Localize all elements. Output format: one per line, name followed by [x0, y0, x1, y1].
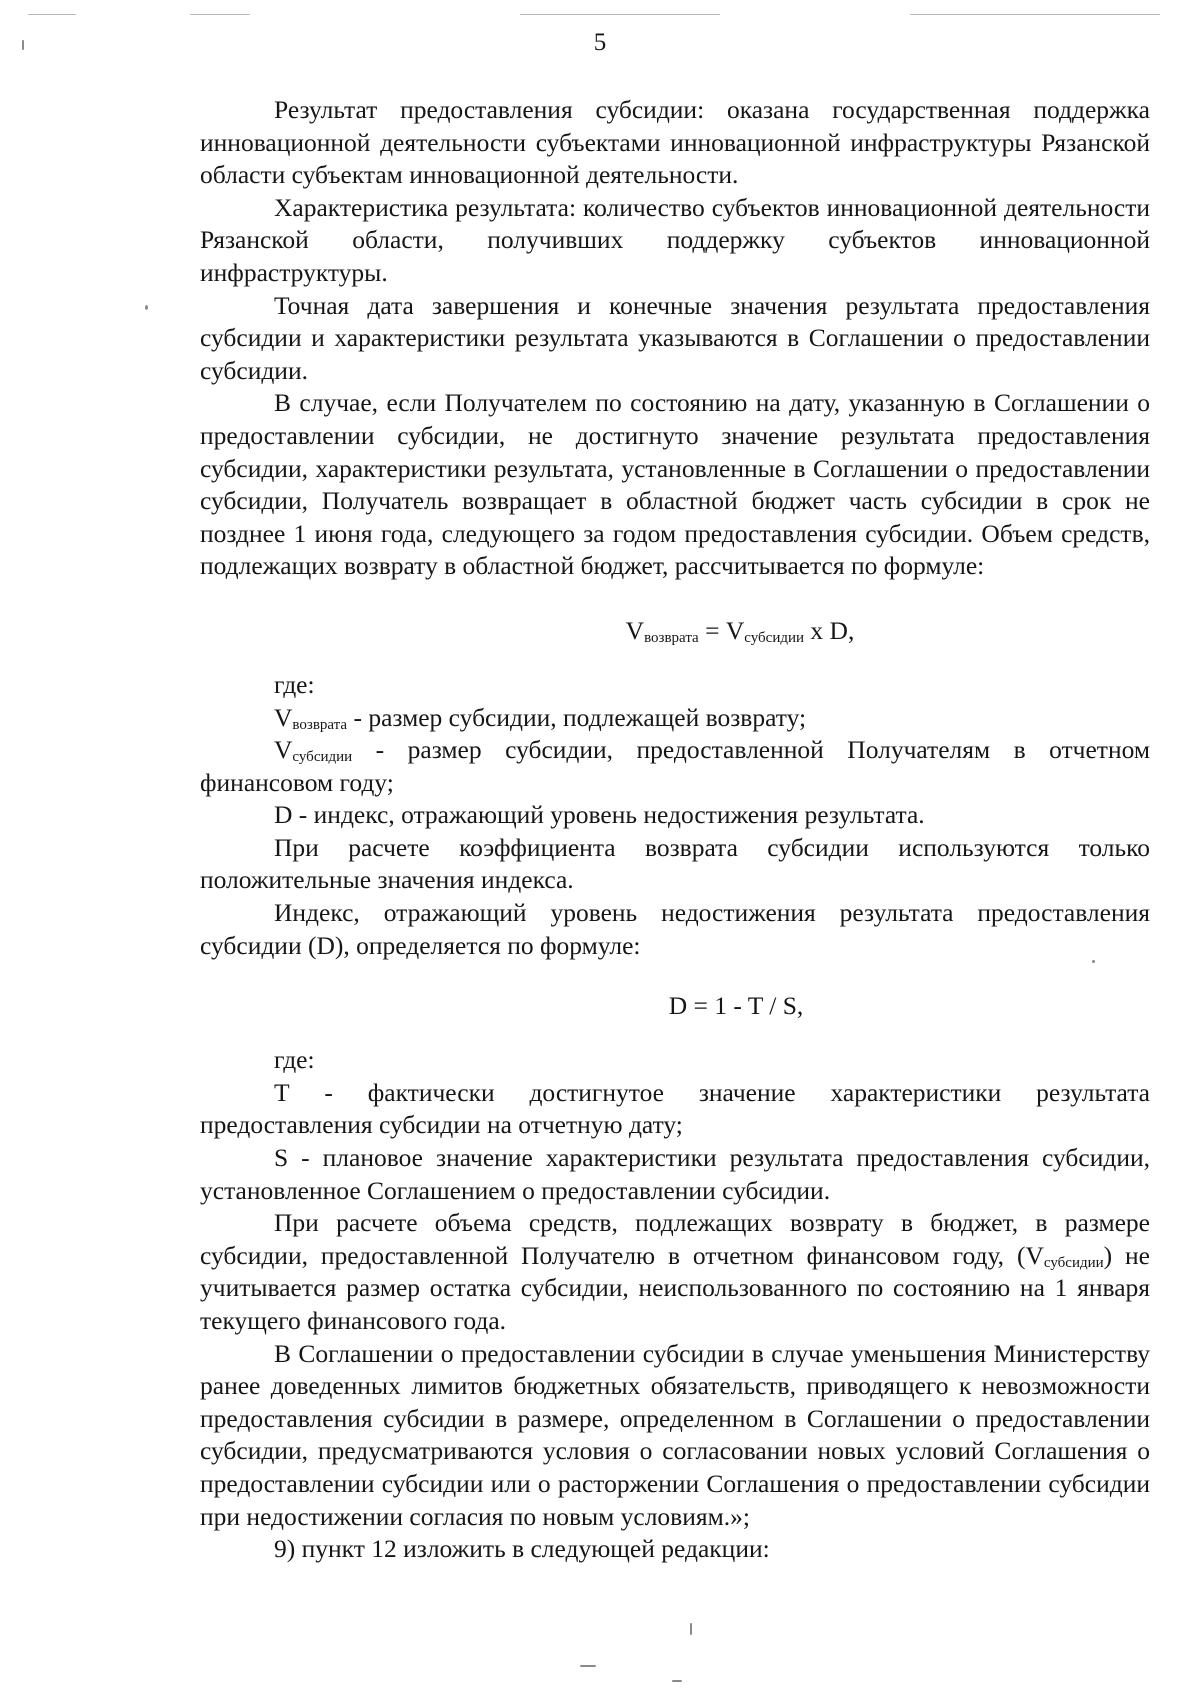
scan-edge-mark	[190, 14, 250, 15]
subscript-return: возврата	[292, 716, 348, 733]
symbol-v: V	[274, 702, 293, 732]
definition-v-subsidy	[200, 734, 1150, 799]
formula-equals: =	[698, 615, 726, 645]
open-paren: (	[1016, 1240, 1026, 1270]
paragraph-agreement-conditions: В Соглашении о предоставлении субсидии в случае уменьшения Министерству ранее доведенных лимитов бюджетных обязательств, приводящего к невозможности предоставления субсидии в размере, определенном в Соглашении о предоставлении субсидии, предусматриваются условия о согласовании новых условий Соглашения о предоставлении субсидии или о расторжении Соглашения о предоставлении субсидии при недостижении согласия по новым условиям.»;	[200, 1338, 1150, 1531]
paragraph-text: ) не учитывается размер остатка субсидии, неиспользованного по состоянию на 1 января текущего финансового года.	[200, 1240, 1151, 1335]
scan-speck	[580, 1665, 596, 1667]
formula-index-d: D = 1 - T / S,	[668, 991, 804, 1021]
paragraph-positive-values: При расчете коэффициента возврата субсидии используются только положительные значения индекса.	[200, 832, 1150, 895]
scan-edge-mark	[910, 14, 1160, 15]
definition-s: S - плановое значение характеристики результата предоставления субсидии, установленное Соглашением о предоставлении субсидии.	[200, 1143, 1150, 1205]
definition-text: - размер субсидии, подлежащей возврату;	[347, 702, 807, 732]
paragraph-result: Результат предоставления субсидии: оказана государственная поддержка инновационной деятельности субъектами инновационной инфраструктуры Рязанской области субъектам инновационной деятельности.	[200, 95, 1150, 190]
formula-subscript-subsidy: субсидии	[744, 629, 805, 646]
definition-d: D - индекс, отражающий уровень недостижения результата.	[274, 800, 925, 830]
paragraph-text: При расчете объема средств, подлежащих возврату в бюджет, в размере субсидии, предоставленной Получателю в отчетном финансовом году,	[200, 1208, 1150, 1270]
where-label: где:	[274, 1045, 315, 1075]
formula-subscript-return: возврата	[644, 629, 699, 646]
paragraph-refund-condition: В случае, если Получателем по состоянию на дату, указанную в Соглашении о предоставлении субсидии, не достигнуто значение результата предоставления субсидии, характеристики результата, установленные в Соглашении о предоставлении субсидии, Получатель возвращает в областной бюджет часть субсидии в срок не позднее 1 июня года, следующего за годом предоставления субсидии. Объем средств, подлежащих возврату в областной бюджет, рассчитывается по формуле:	[200, 388, 1150, 581]
formula-tail: x D,	[804, 615, 855, 645]
scan-speck	[22, 40, 24, 50]
paragraph-characteristic: Характеристика результата: количество субъектов инновационной деятельности Рязанской области, получивших поддержку субъектов инновационной инфраструктуры.	[200, 192, 1150, 287]
paragraph-item-9: 9) пункт 12 изложить в следующей редакции:	[274, 1534, 770, 1564]
scan-speck	[145, 305, 148, 310]
paragraph-index-definition: Индекс, отражающий уровень недостижения результата предоставления субсидии (D), определяется по формуле:	[200, 898, 1150, 960]
subscript-subsidy: субсидии	[1043, 1254, 1104, 1271]
scan-edge-mark	[28, 14, 76, 15]
scan-speck	[1092, 960, 1095, 963]
scan-speck	[690, 1623, 692, 1635]
paragraph-exact-date: Точная дата завершения и конечные значения результата предоставления субсидии и характеристики результата указываются в Соглашении о предоставлении субсидии.	[200, 290, 1150, 385]
definition-text: - размер субсидии, предоставленной Получателям в отчетном финансовом году;	[200, 735, 1150, 797]
formula-refund-volume	[200, 583, 1150, 669]
formula-symbol-v: V	[725, 615, 745, 645]
document-body	[200, 94, 1150, 1566]
page-number: 5	[593, 29, 607, 56]
paragraph-refund-calculation	[200, 1207, 1150, 1337]
formula-symbol-v: V	[625, 615, 645, 645]
scan-edge-mark	[520, 14, 720, 15]
where-label: где:	[274, 669, 315, 699]
symbol-v: V	[1025, 1240, 1044, 1270]
definition-t: Т - фактически достигнутое значение характеристики результата предоставления субсидии на отчетную дату;	[200, 1077, 1150, 1140]
definition-v-return	[200, 702, 1150, 735]
symbol-v: V	[274, 735, 293, 765]
scan-speck	[672, 1680, 682, 1682]
subscript-subsidy: субсидии	[292, 749, 353, 766]
